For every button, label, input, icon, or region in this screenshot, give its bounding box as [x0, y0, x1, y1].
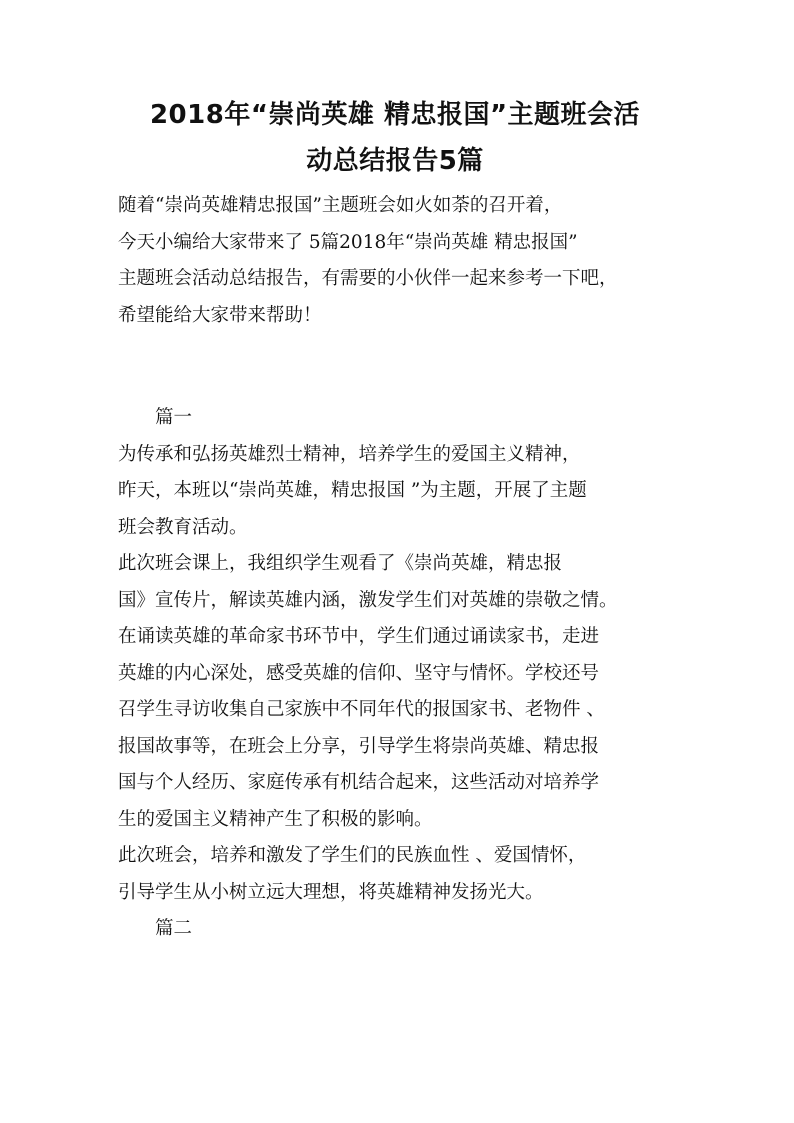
text-line: 此次班会，培养和激发了学生们的民族血性 、爱国情怀， — [118, 845, 587, 866]
intro-section — [118, 188, 678, 334]
text-line: 英雄的内心深处，感受英雄的信仰、坚守与情怀。学校还号 — [118, 662, 600, 684]
body-paragraph — [118, 838, 678, 911]
text-line: 为传承和弘扬英雄烈士精神，培养学生的爱国主义精神， — [118, 443, 581, 465]
text-line: 报国故事等，在班会上分享，引导学生将崇尚英雄、精忠报 — [118, 735, 600, 757]
section-heading: 篇一 — [155, 407, 193, 428]
text-line: 主题班会活动总结报告，有需要的小伙伴一起来参考一下吧， — [118, 268, 618, 289]
document-title — [105, 92, 685, 184]
text-line: 在诵读英雄的革命家书环节中，学生们通过诵读家书，走进 — [118, 626, 600, 647]
text-line: 随着“崇尚英雄精忠报国”主题班会如火如荼的召开着， — [118, 195, 563, 216]
body-paragraph — [118, 546, 678, 838]
text-line: 召学生寻访收集自己家族中不同年代的报国家书、老物件 、 — [118, 699, 605, 720]
text-line: 班会教育活动。 — [118, 516, 248, 538]
body-paragraph — [118, 437, 678, 547]
text-line: 今天小编给大家带来了 5篇2018年“崇尚英雄 精忠报国” — [118, 231, 578, 253]
text-line: 国》宣传片，解读英雄内涵，激发学生们对英雄的崇敬之情。 — [118, 589, 618, 611]
section-heading: 篇二 — [155, 918, 193, 939]
section-one — [118, 400, 678, 948]
text-line: 此次班会课上，我组织学生观看了《崇尚英雄，精忠报 — [118, 553, 563, 574]
text-line: 生的爱国主义精神产生了积极的影响。 — [118, 808, 433, 830]
text-line: 引导学生从小树立远大理想，将英雄精神发扬光大。 — [118, 881, 544, 903]
title-line: 2018年“崇尚英雄 精忠报国”主题班会活 — [149, 100, 641, 130]
intro-paragraph — [118, 188, 678, 334]
title-line: 动总结报告5篇 — [306, 146, 484, 176]
text-line: 国与个人经历、家庭传承有机结合起来，这些活动对培养学 — [118, 772, 600, 793]
text-line: 希望能给大家带来帮助！ — [118, 304, 322, 326]
text-line: 昨天，本班以“崇尚英雄，精忠报国 ”为主题，开展了主题 — [118, 480, 587, 501]
